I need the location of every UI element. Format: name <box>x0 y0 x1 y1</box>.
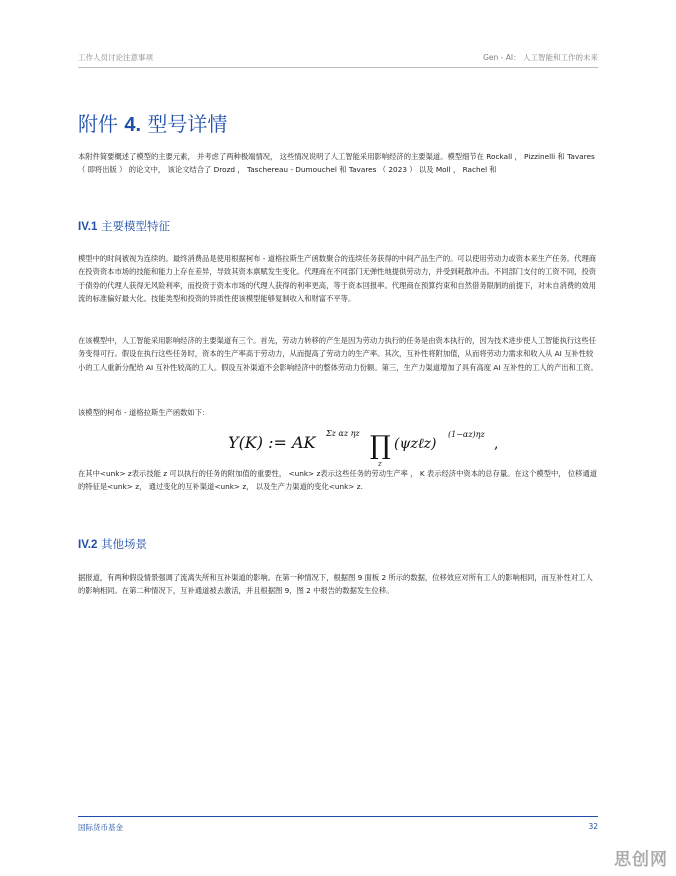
header-divider <box>78 67 598 68</box>
formula-body: (ψzℓz) <box>394 436 437 452</box>
formula-exponent: Σz αz ηz <box>326 429 360 438</box>
formula-product: ∏ <box>370 431 391 461</box>
formula-explanation: 在其中<unk> z表示技能 z 可以执行的任务的附加值的重要性， <unk> z表示这些任务的劳动生产率 ， K 表示经济中资本的总存量。在这个模型中， 位移通道的特征是<unk> z， 通过变化的互补渠道<unk> z， 以及生产力渠道的变化<unk> z. <box>78 469 598 492</box>
section-heading-iv1: IV.1 主要模型特征 <box>78 219 171 233</box>
formula-intro: 该模型的柯布 - 道格拉斯生产函数如下： <box>78 408 210 417</box>
production-function-formula <box>228 424 528 470</box>
formula-exponent-2: (1−αz)ηz <box>448 430 485 439</box>
intro-paragraph: 本附件简要概述了模型的主要元素， 并考虑了两种极端情况， 这些情况说明了人工智能采用影响经济的主要渠道。模型细节在 Rockall ， Pizzinelli 和 Tavares （ 即将出版 ） 的论文中， 该论文结合了 Drozd ， Taschereau - Dumouchel 和 Tavares （ 2023 ） 以及 Moll ， Rachel 和 <box>78 152 595 175</box>
section1-paragraph-2: 在该模型中，人工智能采用影响经济的主要渠道有三个。首先，劳动力转移的产生是因为劳动力执行的任务是由资本执行的，因为技术进步使人工智能执行这些任务变得可行。假设在执行这些任务时，资本的生产率高于劳动力，从而提高了劳动力的生产率。其次，互补性将附加值，从而将劳动力需求和收入从 AI 互补性较小的工人重新分配给 AI 互补性较高的工人。假设互补渠道不会影响经济中的整体劳动力份额。第三，生产力渠道增加了具有高度 AI 互补性的工人的产出和工资。 <box>78 336 598 372</box>
header-right: Gen - AI： 人工智能和工作的未来 <box>483 53 598 62</box>
page-number: 32 <box>588 822 598 831</box>
section2-paragraph-1: 据报道，有两种假设情景强调了流离失所和互补渠道的影响。在第一种情况下，根据图 9 面板 2 所示的数据，位移效应对所有工人的影响相同，而互补性对工人的影响相同。在第二种情况下，互补通道被去激活，并且根据图 9，图 2 中报告的数据发生位移。 <box>78 573 593 596</box>
formula-tail: , <box>494 436 499 452</box>
section-heading-iv2: IV.2 其他场景 <box>78 537 148 551</box>
page-title: 附件 4. 型号详情 <box>78 112 228 136</box>
footer-divider <box>78 816 598 817</box>
section1-paragraph-1: 模型中的时间被视为连续的。最终消费品是使用根据柯布 - 道格拉斯生产函数聚合的连续任务获得的中间产品生产的。可以使用劳动力或资本来生产任务。代理商在投资资本市场的技能和能力上存在差异，导致其资本禀赋发生变化。代理商在不同部门无弹性地提供劳动力，并受到耗散冲击。不同部门支付的工资不同，投资于债券的代理人获得无风险利率，而投资于资本市场的代理人获得的利率更高，等于资本回报率。代理商在预算约束和自然借务限制的前提下，对未自消费的效用流的标准偏好最大化。技能类型和投资的异质性使该模型能够复制收入和财富不平等。 <box>78 254 597 304</box>
header-left: 工作人员讨论注意事项 <box>78 53 153 62</box>
footer-left: 国际货币基金 <box>78 823 123 832</box>
formula-lhs: Y(K) := AK <box>228 433 316 452</box>
formula-product-subscript: z <box>378 460 382 468</box>
watermark-logo: 思创网 <box>614 850 668 870</box>
